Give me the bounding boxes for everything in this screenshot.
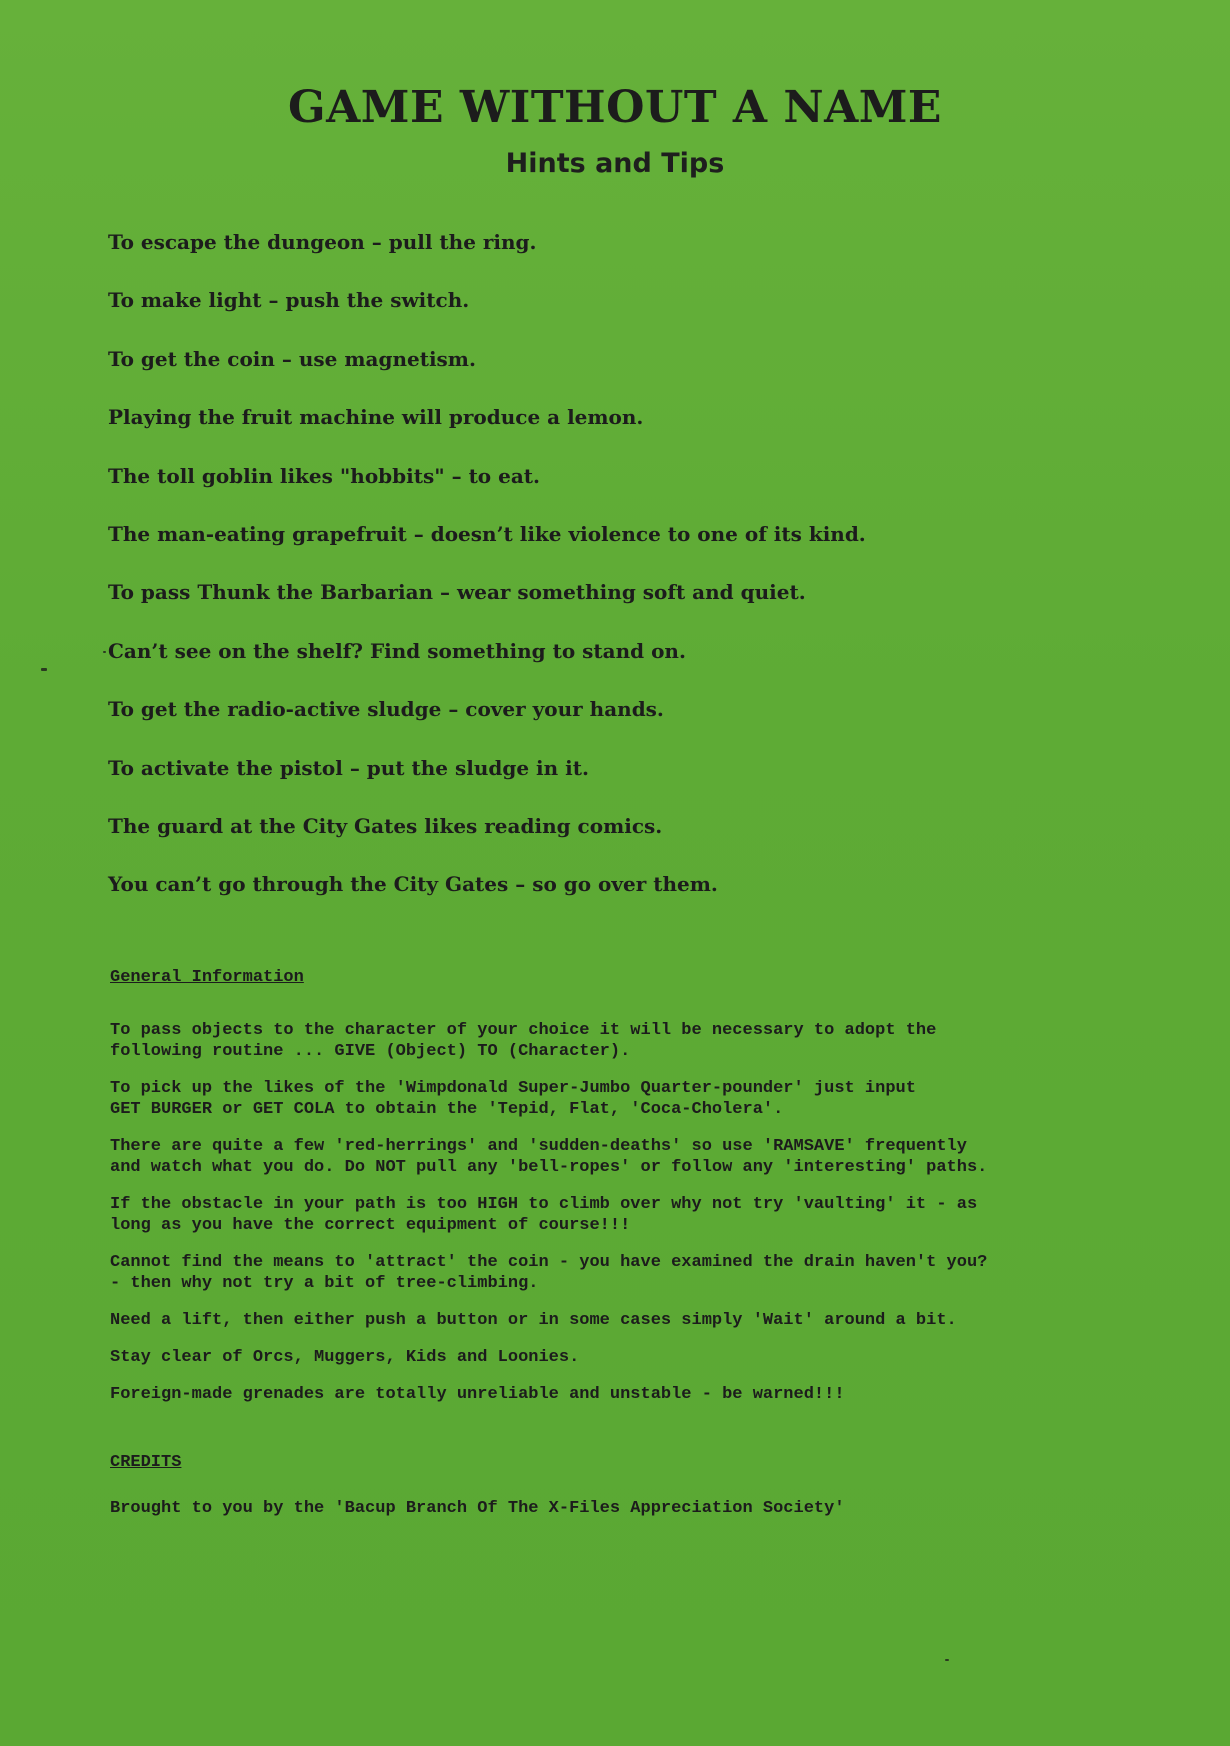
hint-item: Can’t see on the shelf? Find something to stand on. <box>108 638 686 663</box>
page-subtitle: Hints and Tips <box>505 148 725 179</box>
hints-list <box>108 228 1188 929</box>
page-title: GAME WITHOUT A NAME <box>288 82 942 133</box>
hint-item: The man-eating grapefruit – doesn’t like violence to one of its kind. <box>108 521 866 546</box>
general-information-heading: General Information <box>110 968 304 987</box>
general-info-item: To pick up the likes of the 'Wimpdonald Super-Jumbo Quarter-pounder' just input GET BURGER or GET COLA to obtain the 'Tepid, Flat, 'Coca-Cholera'. <box>110 1079 916 1119</box>
general-information-list <box>110 1020 1200 1421</box>
credits-text: Brought to you by the 'Bacup Branch Of The X-Files Appreciation Society' <box>110 1499 845 1518</box>
paper-speck <box>103 651 106 653</box>
hint-item: To activate the pistol – put the sludge in it. <box>108 755 589 780</box>
general-info-item: Need a lift, then either push a button or in some cases simply 'Wait' around a bit. <box>110 1311 957 1330</box>
hint-item: To make light – push the switch. <box>108 288 470 313</box>
hint-item: Playing the fruit machine will produce a lemon. <box>108 405 644 430</box>
general-info-item: Stay clear of Orcs, Muggers, Kids and Loonies. <box>110 1348 580 1367</box>
general-info-item: Foreign-made grenades are totally unreliable and unstable - be warned!!! <box>110 1385 845 1404</box>
paper-speck <box>41 668 47 671</box>
hint-item: The toll goblin likes "hobbits" – to eat. <box>108 463 540 488</box>
hint-item: To get the coin – use magnetism. <box>108 346 476 371</box>
hint-item: To get the radio-active sludge – cover your hands. <box>108 697 664 722</box>
hint-item: To escape the dungeon – pull the ring. <box>108 230 537 254</box>
general-info-item: To pass objects to the character of your choice it will be necessary to adopt the following routine ... GIVE (Object) TO (Character). <box>110 1021 937 1061</box>
paper-speck <box>945 1659 949 1661</box>
hint-item: You can’t go through the City Gates – so go over them. <box>108 872 718 897</box>
hint-item: The guard at the City Gates likes reading comics. <box>108 813 663 838</box>
hint-item: To pass Thunk the Barbarian – wear something soft and quiet. <box>108 580 806 605</box>
general-info-item: If the obstacle in your path is too HIGH to climb over why not try 'vaulting' it - as long as you have the correct equipment of course!!! <box>110 1195 978 1235</box>
credits-heading: CREDITS <box>110 1453 182 1472</box>
general-info-item: Cannot find the means to 'attract' the coin - you have examined the drain haven't you? - then why not try a bit of tree-climbing. <box>110 1253 988 1293</box>
general-info-item: There are quite a few 'red-herrings' and 'sudden-deaths' so use 'RAMSAVE' frequently and watch what you do. Do NOT pull any 'bell-ropes' or follow any 'interesting' paths. <box>110 1137 988 1177</box>
